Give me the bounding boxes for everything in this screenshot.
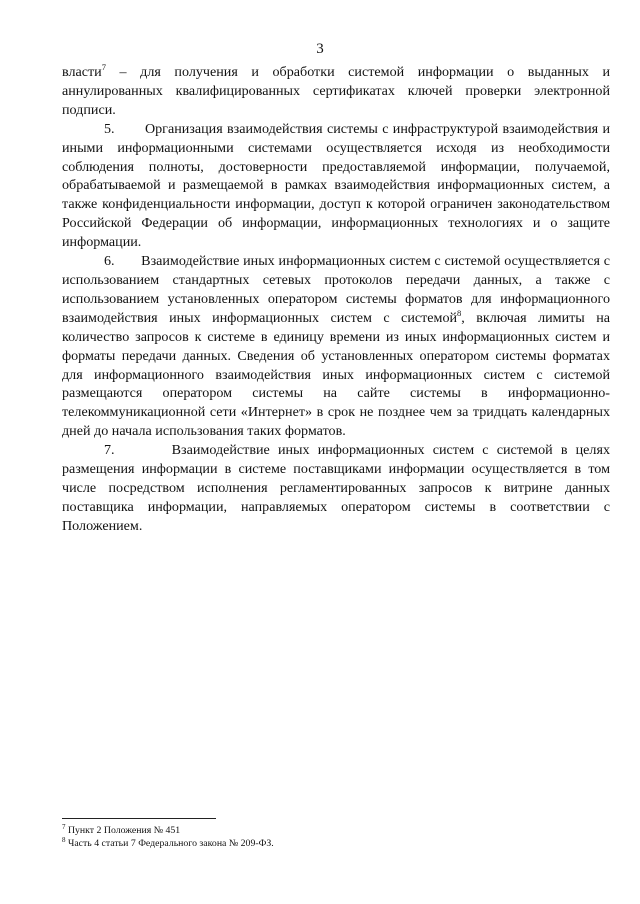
paragraph-text: – для получения и обработки системой информации о выданных и аннулированных квалифицированных сертификатах ключей проверки электронной подписи. (62, 64, 610, 118)
paragraph-5: 5. Организация взаимодействия системы с инфраструктурой взаимодействия и иными информационными системами осуществляется исходя из необходимости соблюдения полноты, достоверности предоставляемой информации, получаемой, обрабатываемой и размещаемой в рамках взаимодействия информационных систем, а также конфиденциальности информации, доступ к которой ограничен законодательством Российской Федерации об информации, информационных технологиях и о защите информации. (62, 120, 610, 251)
footnote-reference-8: 8 (457, 307, 462, 318)
footnote-text: Часть 4 статьи 7 Федерального закона № 209-ФЗ. (65, 838, 274, 849)
page-number: 3 (316, 41, 324, 57)
paragraph-text: власти (62, 64, 102, 80)
paragraph-7: 7. Взаимодействие иных информационных систем с системой в целях размещения информации в системе поставщиками информации осуществляется в том числе посредством исполнения регламентированных запросов к витрине данных поставщика информации, направляемых оператором системы в соответствии с Положением. (62, 442, 610, 534)
footnote-divider (62, 818, 216, 819)
document-body (62, 63, 610, 536)
footnote-8 (62, 837, 610, 850)
paragraph-text: , включая лимиты на количество запросов к системе в единицу времени из иных информационных систем и форматы передачи данных. Сведения об установленных оператором системы форматах для информационного взаимодействия иных информационных систем с системой размещаются оператором системы на сайте системы в информационно-телекоммуникационной сети «Интернет» в срок не позднее чем за тридцать календарных дней до начала использования таких форматов. (62, 309, 610, 440)
footnote-number: 7 (62, 823, 66, 831)
footnote-reference-7: 7 (101, 62, 106, 72)
footnote-7 (62, 824, 610, 837)
paragraph-6 (62, 252, 610, 441)
paragraph-text: 6. Взаимодействие иных информационных систем с системой осуществляется с использованием стандартных сетевых протоколов передачи данных, а также с использованием установленных оператором системы форматов для информационного взаимодействия иных информационных систем с системой (62, 253, 610, 326)
footnote-number: 8 (62, 836, 66, 844)
footnote-text: Пункт 2 Положения № 451 (65, 825, 181, 836)
footnotes (62, 824, 610, 850)
paragraph-continuation (62, 63, 610, 120)
